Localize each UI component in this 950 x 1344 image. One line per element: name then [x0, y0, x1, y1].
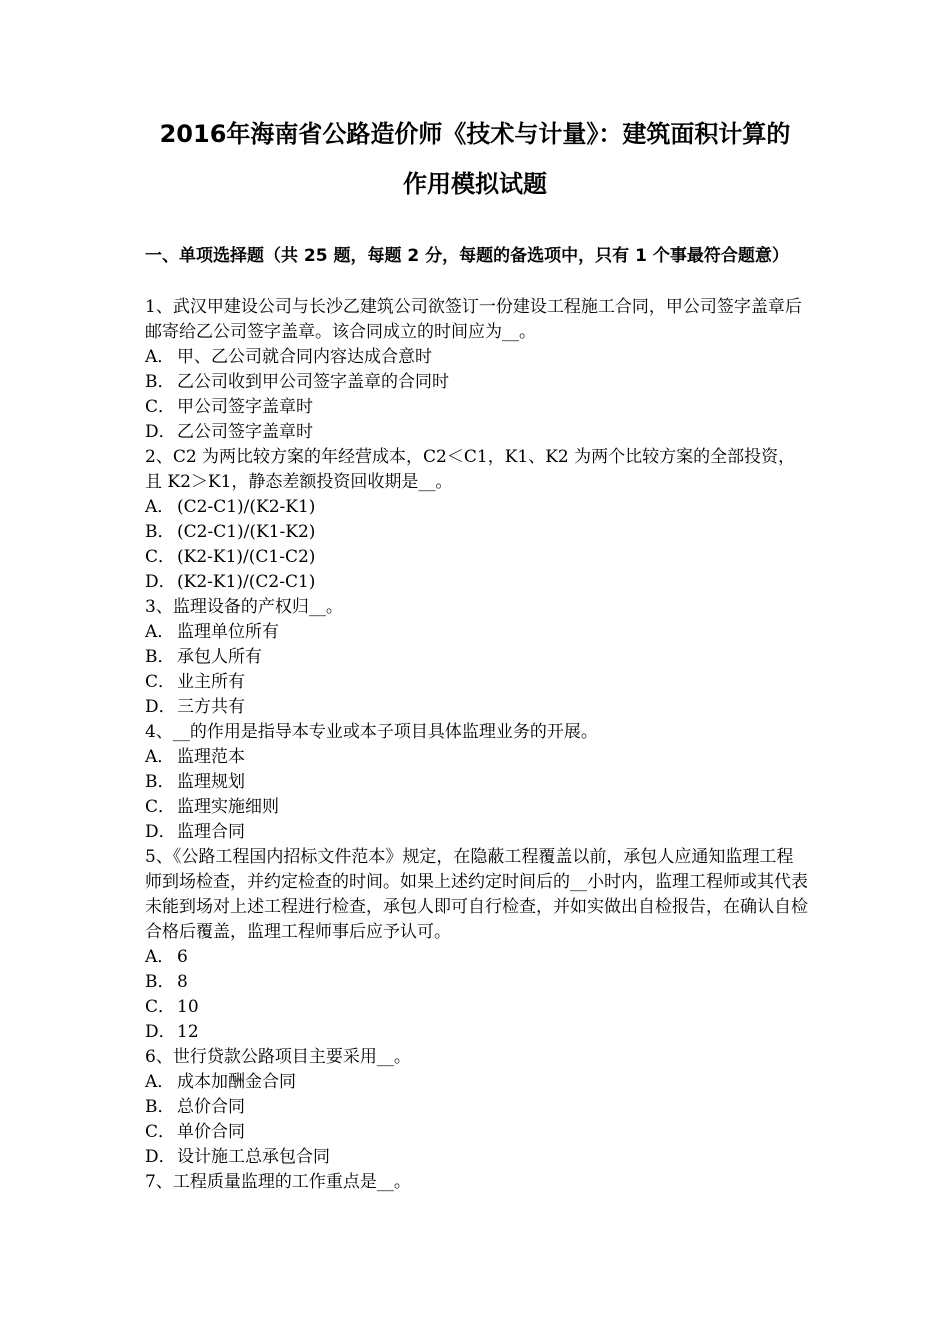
- option-letter: A．: [145, 497, 175, 517]
- option-letter: B．: [145, 1097, 175, 1117]
- answer-option: [145, 695, 810, 720]
- title-line-1: 2016年海南省公路造价师《技术与计量》：建筑面积计算的: [159, 120, 791, 148]
- question-text: 4、__的作用是指导本专业或本子项目具体监理业务的开展。: [145, 722, 598, 742]
- question-text: 1、武汉甲建设公司与长沙乙建筑公司欲签订一份建设工程施工合同，甲公司签字盖章后邮寄给乙公司签字盖章。该合同成立的时间应为__。: [145, 297, 802, 342]
- answer-option: [145, 1070, 810, 1095]
- section-heading: 一、单项选择题（共 25 题，每题 2 分，每题的备选项中，只有 1 个事最符合题意）: [145, 246, 789, 266]
- option-text: 承包人所有: [177, 647, 262, 667]
- answer-option: [145, 420, 810, 445]
- option-letter: C．: [145, 397, 176, 417]
- question-text: 2、C2 为两比较方案的年经营成本，C2＜C1，K1、K2 为两个比较方案的全部投资，且 K2＞K1，静态差额投资回收期是__。: [145, 447, 796, 492]
- option-letter: B．: [145, 972, 175, 992]
- option-text: 监理范本: [177, 747, 245, 767]
- option-text: 甲公司签字盖章时: [177, 397, 313, 417]
- option-text: 监理单位所有: [177, 622, 279, 642]
- answer-option: [145, 570, 810, 595]
- option-text: 甲、乙公司就合同内容达成合意时: [177, 347, 432, 367]
- option-text: (C2-C1)/(K2-K1): [177, 497, 316, 517]
- question-text: 7、工程质量监理的工作重点是__。: [145, 1172, 411, 1192]
- answer-option: [145, 495, 810, 520]
- answer-option: [145, 370, 810, 395]
- option-letter: C．: [145, 1122, 176, 1142]
- option-text: 乙公司收到甲公司签字盖章的合同时: [177, 372, 449, 392]
- question-list: [145, 295, 810, 1195]
- answer-option: [145, 520, 810, 545]
- option-letter: C．: [145, 997, 176, 1017]
- option-text: 监理合同: [177, 822, 245, 842]
- option-text: 10: [177, 997, 199, 1017]
- answer-option: [145, 1095, 810, 1120]
- question-text: 6、世行贷款公路项目主要采用__。: [145, 1047, 411, 1067]
- option-letter: A．: [145, 622, 175, 642]
- option-text: 单价合同: [177, 1122, 245, 1142]
- option-letter: D．: [145, 822, 176, 842]
- answer-option: [145, 1020, 810, 1045]
- option-letter: D．: [145, 1022, 176, 1042]
- option-text: 成本加酬金合同: [177, 1072, 296, 1092]
- option-text: 12: [177, 1022, 199, 1042]
- option-text: 乙公司签字盖章时: [177, 422, 313, 442]
- answer-option: [145, 345, 810, 370]
- option-letter: D．: [145, 572, 176, 592]
- answer-option: [145, 945, 810, 970]
- option-letter: C．: [145, 797, 176, 817]
- option-letter: D．: [145, 422, 176, 442]
- option-letter: A．: [145, 1072, 175, 1092]
- option-text: 监理实施细则: [177, 797, 279, 817]
- answer-option: [145, 545, 810, 570]
- option-letter: B．: [145, 372, 175, 392]
- option-letter: A．: [145, 347, 175, 367]
- answer-option: [145, 620, 810, 645]
- option-text: (C2-C1)/(K1-K2): [177, 522, 316, 542]
- answer-option: [145, 795, 810, 820]
- title-line-2: 作用模拟试题: [403, 170, 547, 198]
- answer-option: [145, 820, 810, 845]
- answer-option: [145, 670, 810, 695]
- option-letter: A．: [145, 747, 175, 767]
- option-text: 设计施工总承包合同: [177, 1147, 330, 1167]
- option-text: (K2-K1)/(C2-C1): [177, 572, 316, 592]
- option-letter: B．: [145, 522, 175, 542]
- answer-option: [145, 1120, 810, 1145]
- option-letter: C．: [145, 672, 176, 692]
- answer-option: [145, 645, 810, 670]
- option-text: 总价合同: [177, 1097, 245, 1117]
- option-text: (K2-K1)/(C1-C2): [177, 547, 316, 567]
- answer-option: [145, 970, 810, 995]
- option-letter: D．: [145, 1147, 176, 1167]
- option-text: 监理规划: [177, 772, 245, 792]
- option-letter: B．: [145, 772, 175, 792]
- answer-option: [145, 770, 810, 795]
- option-letter: C．: [145, 547, 176, 567]
- option-letter: D．: [145, 697, 176, 717]
- option-letter: B．: [145, 647, 175, 667]
- answer-option: [145, 745, 810, 770]
- option-letter: A．: [145, 947, 175, 967]
- question-text: 5、《公路工程国内招标文件范本》规定，在隐蔽工程覆盖以前，承包人应通知监理工程师到场检查，并约定检查的时间。如果上述约定时间后的__小时内，监理工程师或其代表未能到场对上述工程进行检查，承包人即可自行检查，并如实做出自检报告，在确认自检合格后覆盖，监理工程师事后应予认可。: [145, 847, 808, 942]
- question-text: 3、监理设备的产权归__。: [145, 597, 343, 617]
- answer-option: [145, 1145, 810, 1170]
- document-title: [100, 110, 850, 208]
- answer-option: [145, 995, 810, 1020]
- answer-option: [145, 395, 810, 420]
- option-text: 8: [177, 972, 188, 992]
- option-text: 业主所有: [177, 672, 245, 692]
- option-text: 6: [177, 947, 188, 967]
- option-text: 三方共有: [177, 697, 245, 717]
